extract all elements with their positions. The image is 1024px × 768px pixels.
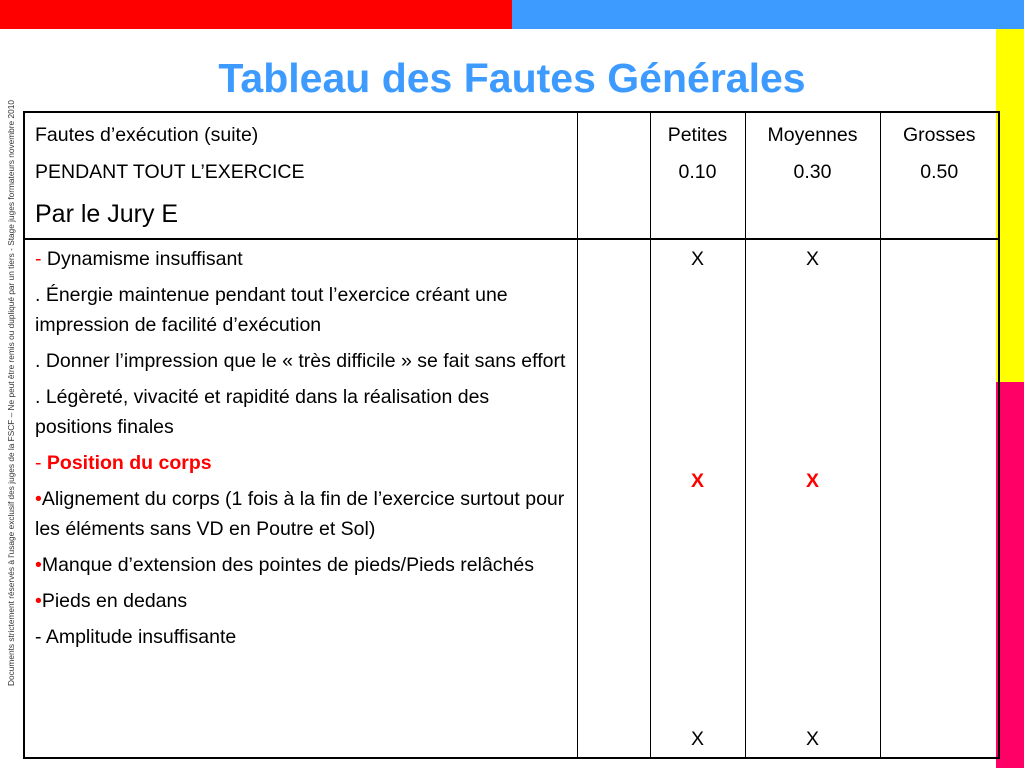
- body-empty-cell: [577, 239, 650, 758]
- top-bar-blue: [512, 0, 1024, 29]
- list-item: [35, 448, 567, 478]
- page-title: Tableau des Fautes Générales: [218, 55, 806, 101]
- faults-list-cell: [24, 239, 577, 758]
- bullet-marker: •: [35, 590, 42, 612]
- side-copyright-note: [0, 24, 22, 762]
- side-stripe-pink: [996, 382, 1024, 768]
- moyennes-label: Moyennes: [767, 124, 858, 146]
- list-item: . Légèreté, vivacité et rapidité dans la réalisation des positions finales: [35, 386, 490, 438]
- mark-position-moyennes: X: [805, 470, 819, 492]
- mark-amplitude-moyennes: X: [805, 728, 819, 750]
- list-item: . Donner l’impression que le « très difficile » se fait sans effort: [35, 350, 566, 372]
- header-line-1: Fautes d’exécution (suite): [35, 124, 259, 146]
- moyennes-marks-cell: [745, 239, 880, 758]
- grosses-value: 0.50: [920, 161, 959, 183]
- header-grosses-cell: [880, 112, 999, 239]
- header-empty-cell: [577, 112, 650, 239]
- dash-marker: -: [35, 452, 47, 474]
- item-text: Pieds en dedans: [41, 590, 188, 612]
- mark-dynamisme-moyennes: X: [805, 248, 819, 270]
- item-text: Manque d’extension des pointes de pieds/Pieds relâchés: [41, 554, 534, 576]
- petites-label: Petites: [667, 124, 728, 146]
- header-line-3: Par le Jury E: [35, 200, 179, 228]
- mark-amplitude-petites: X: [690, 728, 704, 750]
- bullet-marker: •: [35, 554, 42, 576]
- header-line-2: PENDANT TOUT L’EXERCICE: [35, 161, 305, 183]
- faults-table: [23, 111, 1000, 759]
- list-item: [35, 484, 567, 544]
- item-text: Alignement du corps (1 fois à la fin de l’exercice surtout pour les éléments sans VD en Poutre et Sol): [35, 488, 565, 540]
- mark-position-petites: X: [690, 470, 704, 492]
- list-item: . Énergie maintenue pendant tout l’exercice créant une impression de facilité d’exécution: [35, 284, 508, 336]
- bullet-marker: •: [35, 488, 42, 510]
- grosses-marks-cell: [880, 239, 999, 758]
- grosses-label: Grosses: [902, 124, 976, 146]
- header-petites-cell: [650, 112, 745, 239]
- list-item: - Amplitude insuffisante: [35, 626, 237, 648]
- item-text: Dynamisme insuffisant: [46, 248, 243, 270]
- mark-dynamisme-petites: X: [690, 248, 704, 270]
- list-item: [35, 550, 567, 580]
- list-item: [35, 244, 567, 274]
- petites-marks-cell: [650, 239, 745, 758]
- table-header-row: [24, 112, 999, 239]
- header-description-cell: [24, 112, 577, 239]
- table-body-row: [24, 239, 999, 758]
- moyennes-value: 0.30: [793, 161, 832, 183]
- side-copyright-text: Documents strictement réservés à l'usage exclusif des juges de la FSCF – Ne peut être remis ou dupliqué par un tiers - Stage juges formateurs novembre 2010: [6, 100, 17, 686]
- list-item: [35, 586, 567, 616]
- top-bar-red: [0, 0, 512, 29]
- dash-marker: -: [35, 248, 47, 270]
- petites-value: 0.10: [678, 161, 717, 183]
- item-text: Position du corps: [46, 452, 212, 474]
- header-moyennes-cell: [745, 112, 880, 239]
